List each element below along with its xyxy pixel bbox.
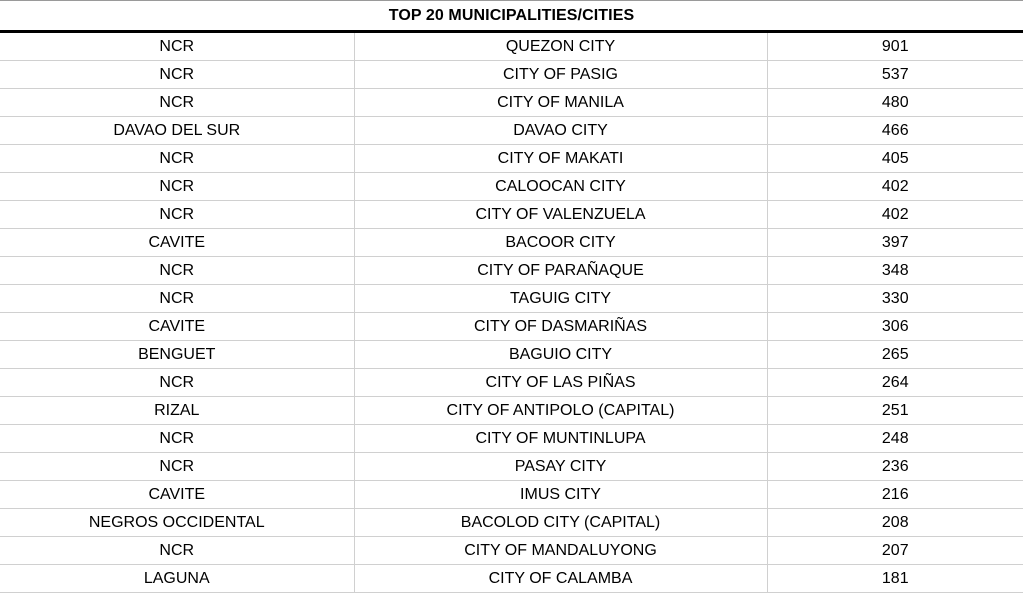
- count-cell[interactable]: 466: [767, 117, 1023, 145]
- count-cell[interactable]: 330: [767, 285, 1023, 313]
- count-cell[interactable]: 236: [767, 453, 1023, 481]
- count-cell[interactable]: 402: [767, 173, 1023, 201]
- city-cell[interactable]: CITY OF PARAÑAQUE: [354, 257, 767, 285]
- city-cell[interactable]: PASAY CITY: [354, 453, 767, 481]
- city-cell[interactable]: BACOLOD CITY (CAPITAL): [354, 509, 767, 537]
- count-cell[interactable]: 306: [767, 313, 1023, 341]
- city-cell[interactable]: IMUS CITY: [354, 481, 767, 509]
- city-cell[interactable]: CITY OF ANTIPOLO (CAPITAL): [354, 397, 767, 425]
- count-cell[interactable]: 181: [767, 565, 1023, 593]
- city-cell[interactable]: CITY OF VALENZUELA: [354, 201, 767, 229]
- province-cell[interactable]: NCR: [0, 173, 354, 201]
- table-title[interactable]: TOP 20 MUNICIPALITIES/CITIES: [0, 2, 1023, 33]
- province-cell[interactable]: NCR: [0, 425, 354, 453]
- table-row: [0, 285, 1023, 313]
- province-cell[interactable]: NCR: [0, 257, 354, 285]
- table-row: [0, 117, 1023, 145]
- city-cell[interactable]: CITY OF DASMARIÑAS: [354, 313, 767, 341]
- count-cell[interactable]: 348: [767, 257, 1023, 285]
- city-cell[interactable]: CITY OF CALAMBA: [354, 565, 767, 593]
- city-cell[interactable]: CITY OF MUNTINLUPA: [354, 425, 767, 453]
- province-cell[interactable]: RIZAL: [0, 397, 354, 425]
- province-cell[interactable]: NCR: [0, 201, 354, 229]
- count-cell[interactable]: 248: [767, 425, 1023, 453]
- table-row: [0, 425, 1023, 453]
- city-cell[interactable]: TAGUIG CITY: [354, 285, 767, 313]
- province-cell[interactable]: CAVITE: [0, 313, 354, 341]
- province-cell[interactable]: NEGROS OCCIDENTAL: [0, 509, 354, 537]
- table-row: [0, 229, 1023, 257]
- table-row: [0, 341, 1023, 369]
- city-cell[interactable]: CITY OF PASIG: [354, 61, 767, 89]
- city-cell[interactable]: QUEZON CITY: [354, 33, 767, 61]
- province-cell[interactable]: NCR: [0, 89, 354, 117]
- city-cell[interactable]: CITY OF MANDALUYONG: [354, 537, 767, 565]
- table-row: [0, 173, 1023, 201]
- province-cell[interactable]: NCR: [0, 285, 354, 313]
- province-cell[interactable]: NCR: [0, 61, 354, 89]
- city-cell[interactable]: BACOOR CITY: [354, 229, 767, 257]
- province-cell[interactable]: NCR: [0, 453, 354, 481]
- table-row: [0, 89, 1023, 117]
- province-cell[interactable]: DAVAO DEL SUR: [0, 117, 354, 145]
- table-row: [0, 397, 1023, 425]
- table-row: [0, 313, 1023, 341]
- count-cell[interactable]: 480: [767, 89, 1023, 117]
- province-cell[interactable]: NCR: [0, 145, 354, 173]
- city-cell[interactable]: CALOOCAN CITY: [354, 173, 767, 201]
- table-row: [0, 61, 1023, 89]
- province-cell[interactable]: BENGUET: [0, 341, 354, 369]
- count-cell[interactable]: 207: [767, 537, 1023, 565]
- province-cell[interactable]: NCR: [0, 33, 354, 61]
- province-cell[interactable]: NCR: [0, 369, 354, 397]
- province-cell[interactable]: LAGUNA: [0, 565, 354, 593]
- count-cell[interactable]: 405: [767, 145, 1023, 173]
- count-cell[interactable]: 216: [767, 481, 1023, 509]
- top-border: [0, 0, 1023, 1]
- count-cell[interactable]: 537: [767, 61, 1023, 89]
- province-cell[interactable]: CAVITE: [0, 229, 354, 257]
- count-cell[interactable]: 901: [767, 33, 1023, 61]
- table-body: [0, 33, 1023, 593]
- table-row: [0, 145, 1023, 173]
- city-cell[interactable]: DAVAO CITY: [354, 117, 767, 145]
- table-row: [0, 201, 1023, 229]
- table-row: [0, 453, 1023, 481]
- city-cell[interactable]: CITY OF LAS PIÑAS: [354, 369, 767, 397]
- table-row: [0, 369, 1023, 397]
- count-cell[interactable]: 397: [767, 229, 1023, 257]
- count-cell[interactable]: 265: [767, 341, 1023, 369]
- table-row: [0, 565, 1023, 593]
- city-cell[interactable]: CITY OF MAKATI: [354, 145, 767, 173]
- table-row: [0, 509, 1023, 537]
- count-cell[interactable]: 251: [767, 397, 1023, 425]
- province-cell[interactable]: NCR: [0, 537, 354, 565]
- municipalities-table: [0, 33, 1023, 593]
- table-row: [0, 33, 1023, 61]
- count-cell[interactable]: 402: [767, 201, 1023, 229]
- table-row: [0, 257, 1023, 285]
- table-row: [0, 537, 1023, 565]
- table-row: [0, 481, 1023, 509]
- count-cell[interactable]: 208: [767, 509, 1023, 537]
- city-cell[interactable]: BAGUIO CITY: [354, 341, 767, 369]
- city-cell[interactable]: CITY OF MANILA: [354, 89, 767, 117]
- count-cell[interactable]: 264: [767, 369, 1023, 397]
- province-cell[interactable]: CAVITE: [0, 481, 354, 509]
